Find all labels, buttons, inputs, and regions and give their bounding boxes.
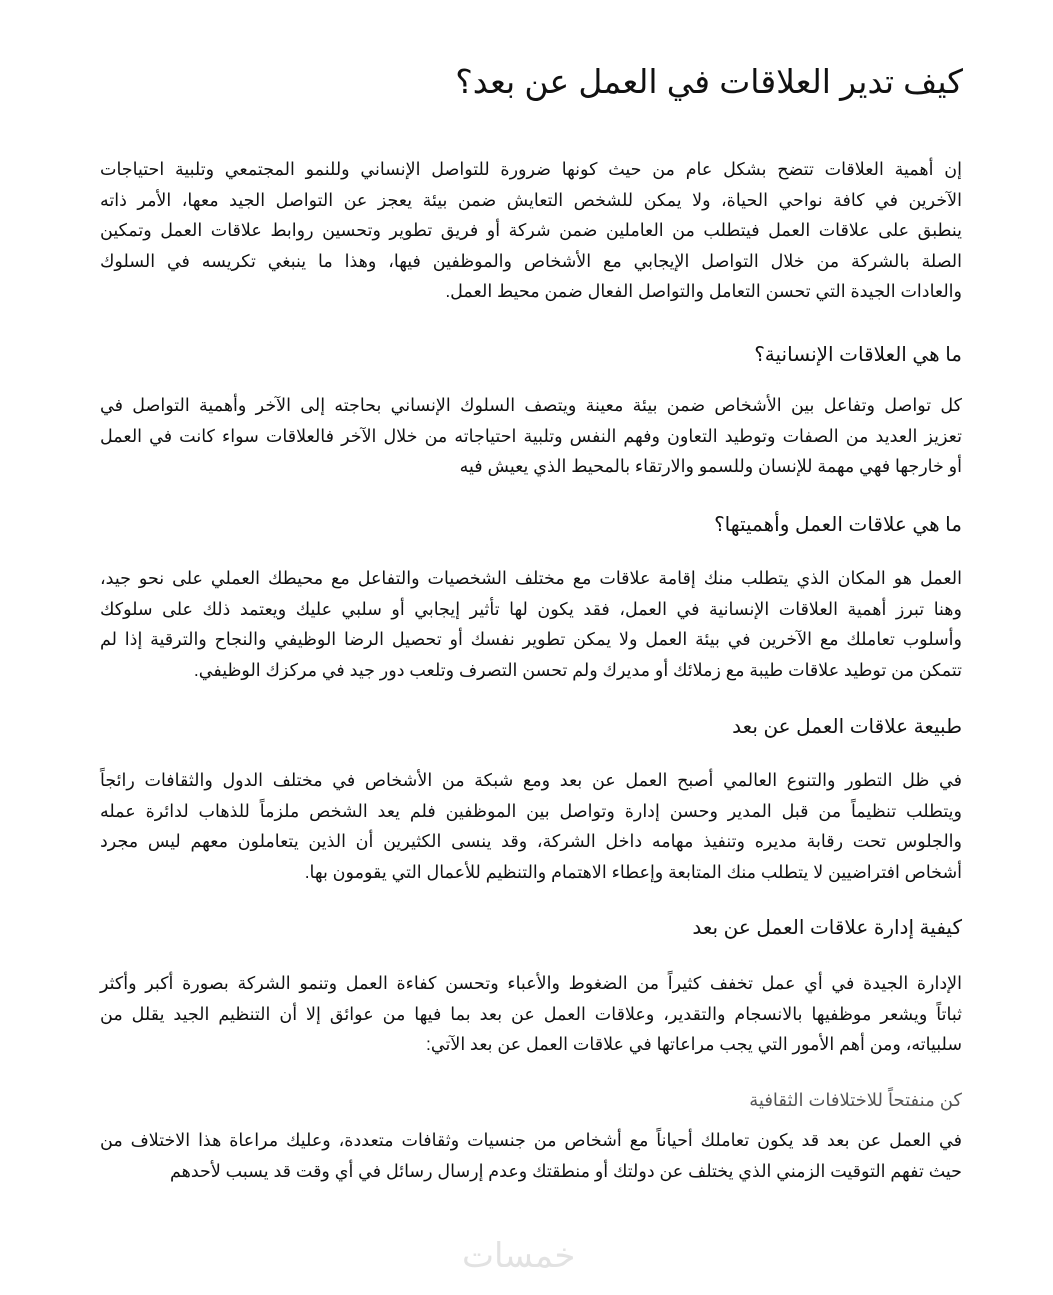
text-line: في العمل عن بعد قد يكون تعاملك أحياناً مع أشخاص من جنسيات وثقافات متعددة، وعليك مراعاة هذا الاختلاف من (100, 1130, 962, 1150)
text-line: ثباتاً ويشعر موظفيها بالانسجام والتقدير، وعلاقات العمل عن بعد بما فيها من عوائق إلا أن التنظيم الجيد يقلل من (100, 1003, 962, 1024)
text-line: في ظل التطور والتنوع العالمي أصبح العمل عن بعد ومع شبكة من الأشخاص في مختلف الدول والثقافات رائجاً (100, 770, 962, 790)
text-line: تتمكن من توطيد علاقات طيبة مع زملائك أو مديرك ولم تحسن التصرف وتلعب دور جيد في مركزك الوظيفي. (193, 659, 962, 680)
text-line: الآخرين في كافة نواحي الحياة، ولا يمكن للشخص التعايش ضمن بيئة يعجز عن التواصل الجيد معها، الأمر ذاته (100, 189, 962, 210)
page-title: كيف تدير العلاقات في العمل عن بعد؟ (455, 63, 963, 100)
subsection-heading: كن منفتحاً للاختلافات الثقافية (749, 1090, 962, 1110)
text-line: ينطبق على علاقات العمل فيتطلب من العاملين ضمن شركة أو فريق تطوير وتحسين روابط علاقات العمل وتمكين (100, 220, 962, 240)
text-line: وهنا تبرز أهمية العلاقات الإنسانية في العمل، فقد يكون لها تأثير إيجابي أو سلبي عليك ويعتمد ذلك على سلوكك (100, 598, 962, 619)
text-line: ويتطلب تنظيماً من قبل المدير وحسن إدارة وتواصل بين الموظفين فلم يعد الشخص ملزماً للذهاب لدائرة عمله (100, 800, 962, 821)
text-line: العمل هو المكان الذي يتطلب منك إقامة علاقات مع مختلف الشخصيات والتفاعل مع محيطك العملي على نحو جيد، (100, 568, 962, 588)
section-paragraph (100, 968, 962, 1060)
text-line: أو خارجها فهي مهمة للإنسان وللسمو والارتقاء بالمحيط الذي يعيش فيه (459, 456, 962, 476)
section-heading: كيفية إدارة علاقات العمل عن بعد (692, 917, 962, 939)
subsection-paragraph (100, 1125, 962, 1186)
section-heading: طبيعة علاقات العمل عن بعد (732, 716, 962, 738)
text-line: إن أهمية العلاقات تتضح بشكل عام من حيث كونها ضرورة للتواصل الإنساني وللنمو المجتمعي وتلبية احتياجات (100, 159, 962, 179)
section-paragraph (100, 390, 962, 482)
watermark-logo: خمسات (462, 1237, 576, 1275)
section-heading: ما هي العلاقات الإنسانية؟ (754, 344, 962, 366)
text-line: حيث تفهم التوقيت الزمني الذي يختلف عن دولتك أو منطقتك وعدم إرسال رسائل في أي وقت قد يسبب لأحدهم (169, 1160, 962, 1181)
text-line: سلبياته، ومن أهم الأمور التي يجب مراعاتها في علاقات العمل عن بعد الآتي: (426, 1034, 962, 1054)
text-line: الإدارة الجيدة في أي عمل تخفف كثيراً من الضغوط والأعباء وتحسن كفاءة العمل وتنمو الشركة بصورة أكبر وأكثر (100, 973, 962, 993)
text-line: والعادات الجيدة التي تحسن التعامل والتواصل الفعال ضمن محيط العمل. (445, 281, 962, 301)
text-line: الصلة بالشركة من خلال التواصل الإيجابي مع الأشخاص والموظفين فيها، وهذا ما ينبغي تكريسه في السلوك (100, 250, 962, 271)
text-line: تعزيز العديد من الصفات وتوطيد التعاون وفهم النفس وتلبية احتياجاته من خلال الآخر فالعلاقات سواء كانت في العمل (100, 425, 962, 446)
intro-paragraph (100, 154, 962, 307)
section-paragraph (100, 563, 962, 685)
section-paragraph (100, 765, 962, 887)
text-line: كل تواصل وتفاعل بين الأشخاص ضمن بيئة معينة ويتصف السلوك الإنساني بحاجته إلى الآخر وأهمية التواصل في (100, 395, 962, 415)
section-heading: ما هي علاقات العمل وأهميتها؟ (714, 514, 962, 536)
text-line: وأسلوب تعاملك مع الآخرين في بيئة العمل ولا يمكن تطوير نفسك أو تحصيل الرضا الوظيفي والنجاح والترقية إذا لم (100, 629, 962, 649)
text-line: أشخاص افتراضيين لا يتطلب منك المتابعة وإعطاء الاهتمام والتنظيم للأعمال التي يقومون بها. (304, 861, 962, 882)
text-line: والجلوس تحت رقابة مديره وتنفيذ مهامه داخل الشركة، وقد ينسى الكثيرين أن الذين يتعاملون معهم ليس مجرد (100, 831, 962, 851)
